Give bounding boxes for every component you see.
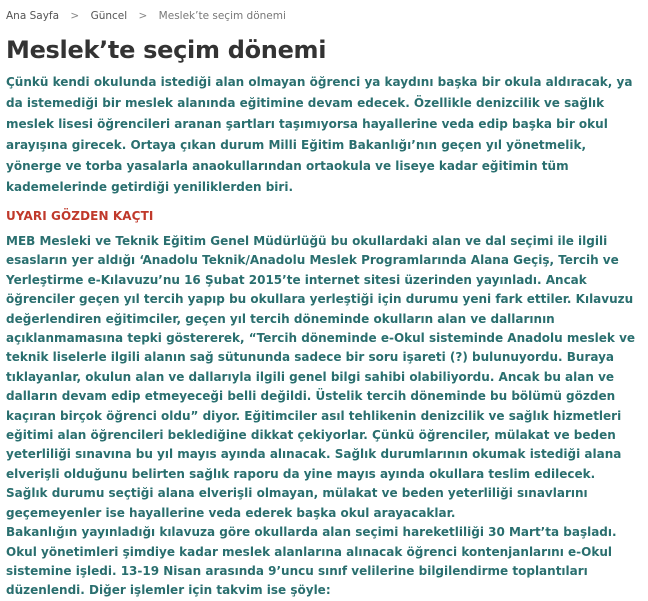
breadcrumb-separator: > xyxy=(70,10,80,22)
breadcrumb-current: Meslek’te seçim dönemi xyxy=(158,10,286,22)
article-paragraph: Bakanlığın yayınladığı kılavuza göre okullarda alan seçimi hareketliliği 30 Mart’ta başladı. Okul yönetimleri şimdiye kadar meslek alanlarına alınacak öğrenci kontenjanlarını e-Okul sistemine işledi. 13-19 Nisan arasında 9’uncu sınıf velilerine bilgilendirme toplantıları düzenlendi. Diğer işlemler için takvim ise şöyle: xyxy=(6,525,617,598)
article-intro: Çünkü kendi okulunda istediği alan olmayan öğrenci ya kaydını başka bir okula aldıracak, ya da istemediği bir meslek alanında eğitimine devam edecek. Özellikle denizcilik ve sağlık meslek lisesi öğrencileri aranan şartları taşımıyorsa hayallerine veda edip başka bir okul arayışına girecek. Ortaya çıkan durum Milli Eğitim Bakanlığı’nın geçen yıl yönetmelik, yönerge ve torba yasalarla anaokullarından ortaokula ve liseye kadar eğitimin tüm kademelerinde getirdiği yeniliklerden biri. xyxy=(6,75,633,194)
breadcrumb xyxy=(6,6,640,26)
article-subheading: UYARI GÖZDEN KAÇTI xyxy=(6,209,154,223)
page-title: Meslek’te seçim dönemi xyxy=(6,36,327,64)
breadcrumb-home-link[interactable]: Ana Sayfa xyxy=(6,10,60,22)
breadcrumb-category-link[interactable]: Güncel xyxy=(90,10,128,22)
article-paragraph: MEB Mesleki ve Teknik Eğitim Genel Müdürlüğü bu okullardaki alan ve dal seçimi ile ilgili esasların yer aldığı ‘Anadolu Teknik/Anadolu Meslek Programlarında Alana Geçiş, Tercih ve Yerleştirme e-Kılavuzu’nu 16 Şubat 2015’te internet sitesi üzerinden yayınladı. Ancak öğrenciler geçen yıl tercih yapıp bu okullara yerleştiği için durumu yeni fark ettiler. Kılavuzu değerlendiren eğitimciler, geçen yıl tercih döneminde okulların alan ve dallarının açıklanmamasına tepki göstererek, “Tercih döneminde e-Okul sisteminde Anadolu meslek ve teknik liselerle ilgili alanın sağ sütununda sadece bir soru işareti (?) bulunuyordu. Buraya tıklayanlar, okulun alan ve dallarıyla ilgili genel bilgi sahibi olabiliyordu. Ancak bu alan ve dalların devam edip etmeyeceği belli değildi. Üstelik tercih döneminde bu bölümü gözden kaçıran birçok öğrenci oldu” diyor. Eğitimciler asıl tehlikenin denizcilik ve sağlık hizmetleri eğitimi alan öğrencileri beklediğine dikkat çekiyorlar. Çünkü öğrenciler, mülakat ve beden yeterliliği sınavına bu yıl mayıs ayında alınacak. Sağlık durumlarının okumak istediği alana elverişli olduğunu belirten sağlık raporu da yine mayıs ayında okullara teslim edilecek. Sağlık durumu seçtiği alana elverişli olmayan, mülakat ve beden yeterliliği sınavlarını geçemeyenler ise hayallerine veda ederek başka okul arayacaklar. xyxy=(6,234,636,520)
breadcrumb-separator: > xyxy=(138,10,148,22)
